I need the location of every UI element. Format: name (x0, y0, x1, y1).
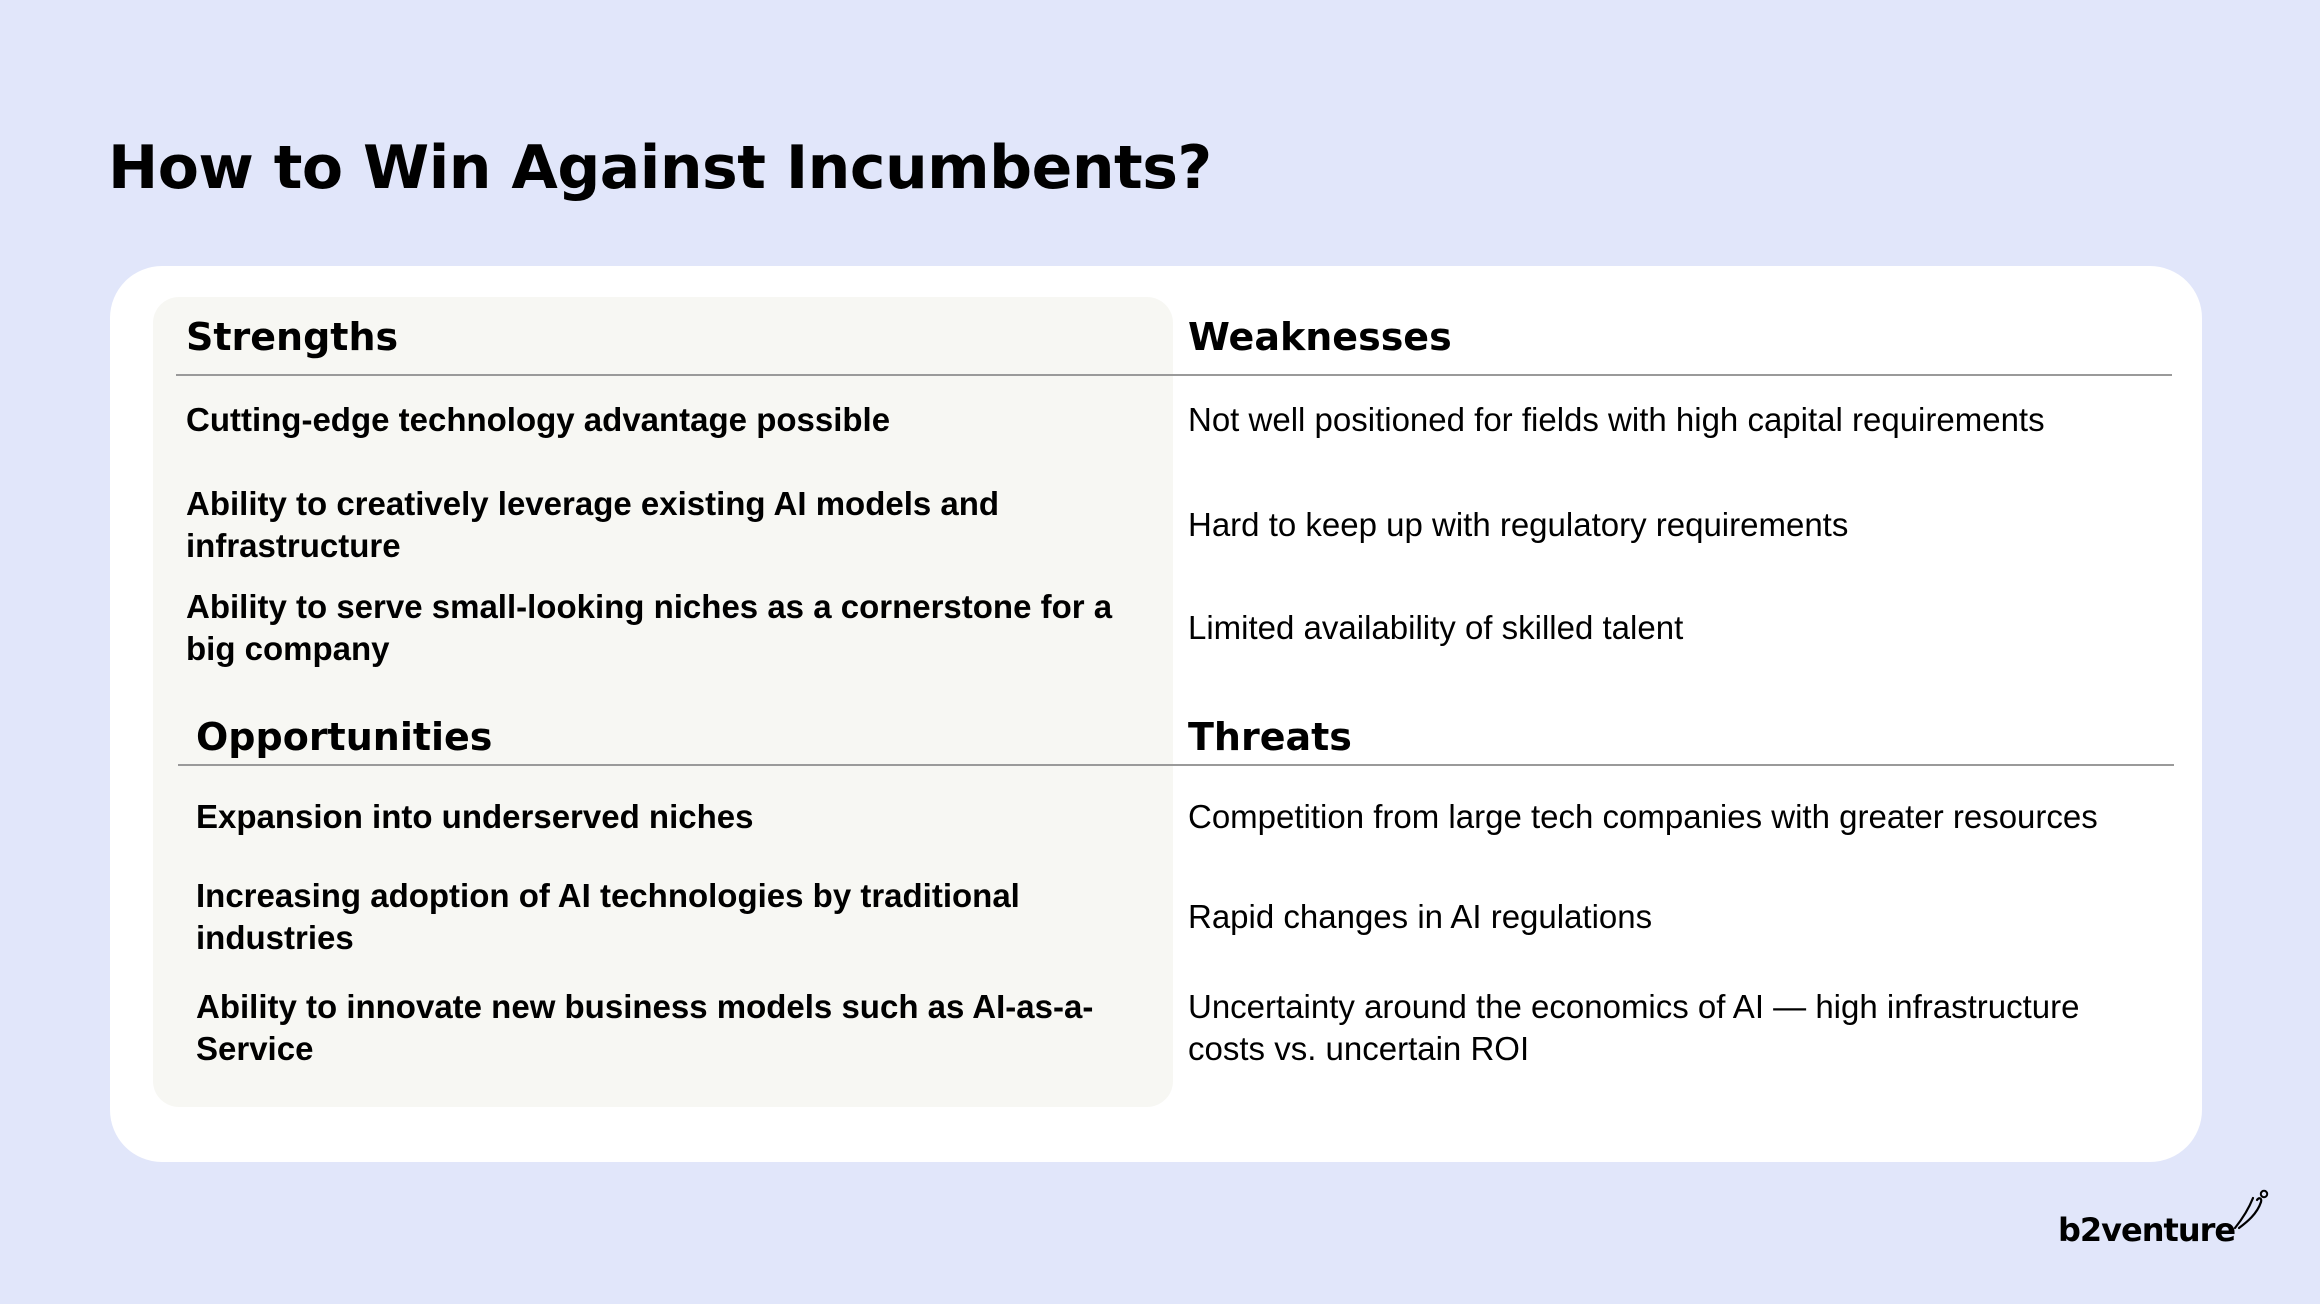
threat-item-3: Uncertainty around the economics of AI — high infrastructure costs vs. uncertain ROI (1188, 988, 2080, 1067)
logo-text: b2venture (2058, 1211, 2236, 1249)
strength-item-2: Ability to creatively leverage existing AI models and infrastructure (186, 485, 1000, 564)
threat-item-2: Rapid changes in AI regulations (1188, 898, 1653, 935)
opportunities-heading: Opportunities (196, 715, 493, 759)
opportunity-item-2: Increasing adoption of AI technologies by traditional industries (196, 877, 1020, 956)
page-title: How to Win Against Incumbents? (108, 133, 1212, 203)
opportunity-item-3: Ability to innovate new business models such as AI-as-a-Service (196, 988, 1094, 1067)
weaknesses-heading: Weaknesses (1188, 315, 1452, 359)
threats-heading: Threats (1188, 715, 1352, 759)
strength-item-1: Cutting-edge technology advantage possible (186, 401, 891, 438)
strength-item-3: Ability to serve small-looking niches as a cornerstone for a big company (186, 588, 1113, 667)
rocket-swirl-icon (2231, 1188, 2271, 1232)
opportunity-item-1: Expansion into underserved niches (196, 798, 754, 835)
strengths-heading: Strengths (186, 315, 399, 359)
weakness-item-3: Limited availability of skilled talent (1188, 609, 1684, 646)
weakness-item-1: Not well positioned for fields with high capital requirements (1188, 401, 2045, 438)
b2venture-logo (2058, 1188, 2271, 1250)
top-divider (176, 374, 2172, 376)
bottom-divider (178, 764, 2174, 766)
threat-item-1: Competition from large tech companies with greater resources (1188, 798, 2098, 835)
weakness-item-2: Hard to keep up with regulatory requirements (1188, 506, 1849, 543)
